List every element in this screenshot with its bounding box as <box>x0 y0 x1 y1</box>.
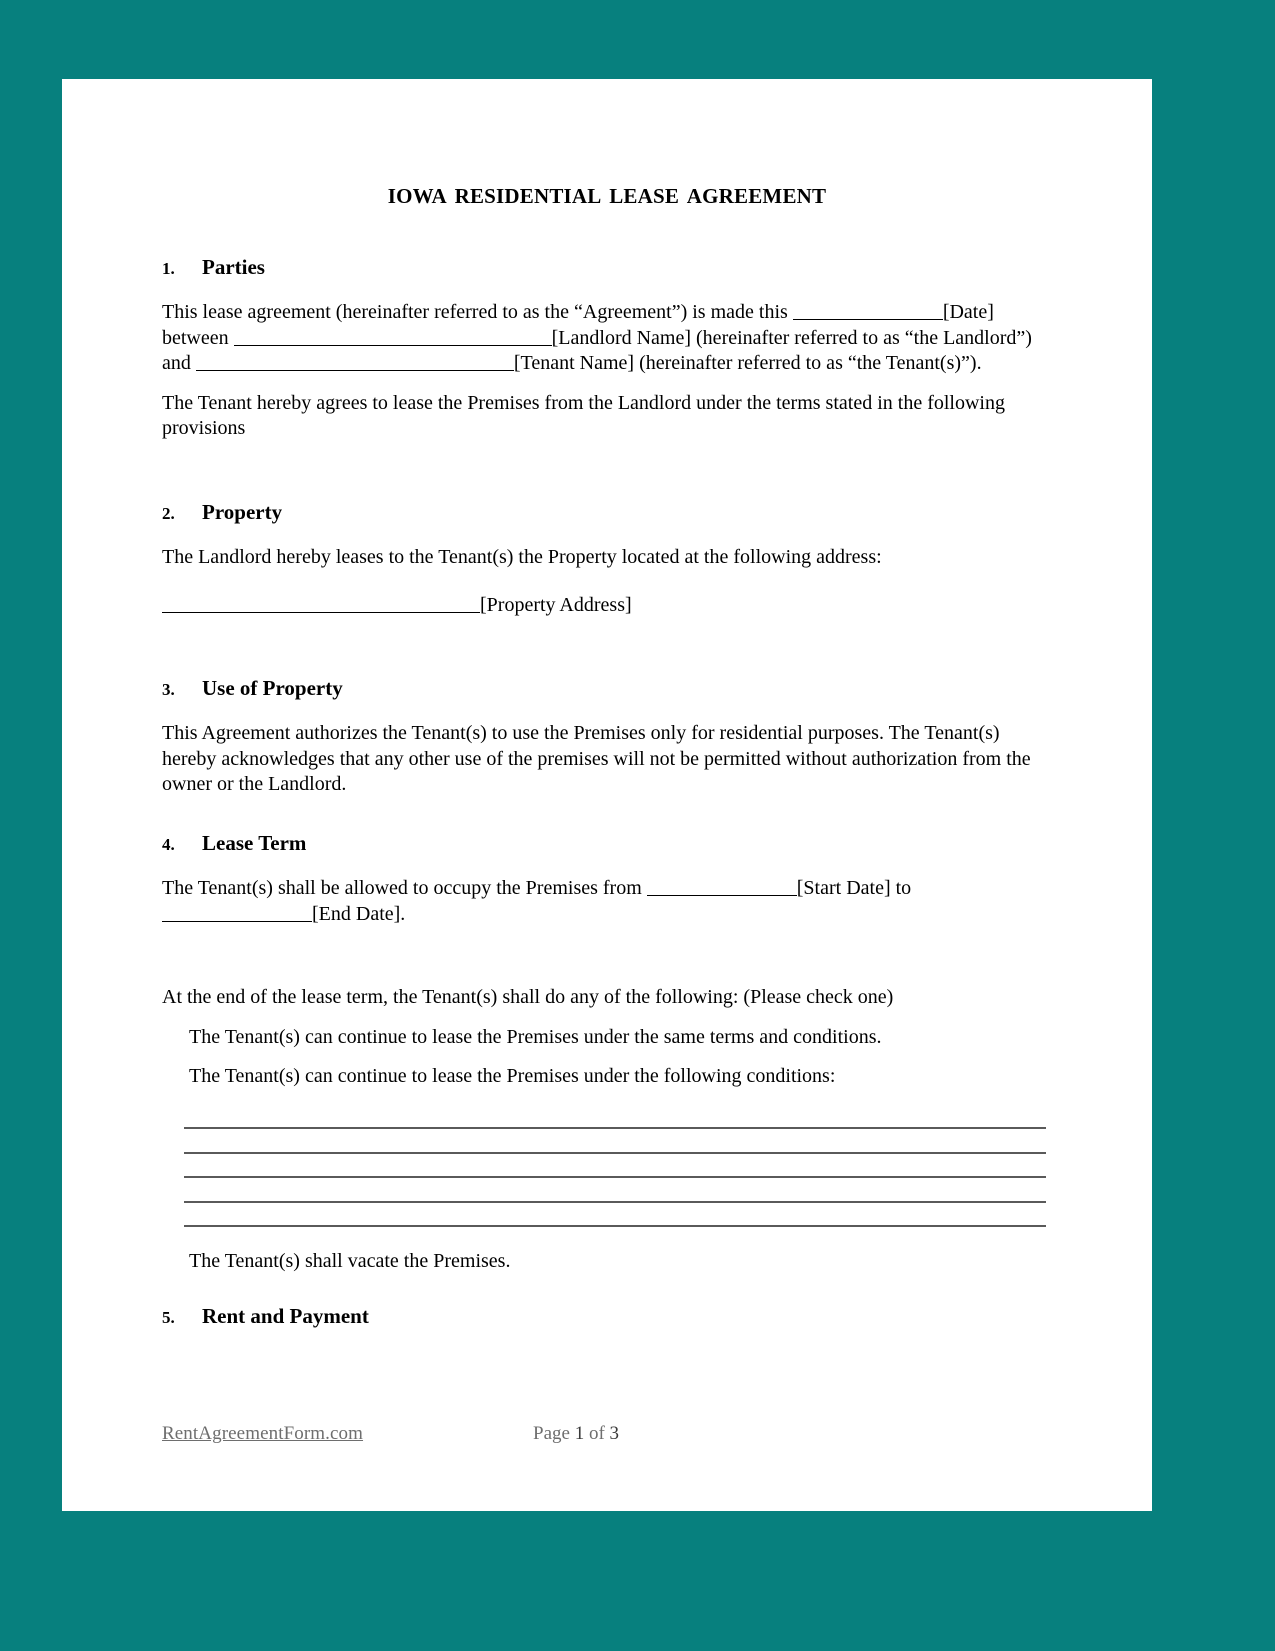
section-number: 4. <box>162 834 175 854</box>
section-title: Rent and Payment <box>202 1304 369 1328</box>
parties-text-2: [Date] between <box>162 301 994 349</box>
date-blank[interactable] <box>793 302 943 320</box>
section-heading-use-of-property <box>162 676 1052 701</box>
page-separator-label: of <box>584 1423 610 1444</box>
end-date-blank[interactable] <box>162 903 312 921</box>
write-in-line[interactable] <box>184 1203 1046 1228</box>
section-number: 3. <box>162 680 175 700</box>
option-label: The Tenant(s) shall vacate the Premises. <box>189 1250 511 1273</box>
section-title: Parties <box>202 255 265 279</box>
section-heading-rent-and-payment <box>162 1304 1052 1329</box>
lease-end-options-prompt: At the end of the lease term, the Tenant(s) shall do any of the following: (Please check one) <box>162 986 894 1009</box>
parties-text-1: This lease agreement (hereinafter referred to as the “Agreement”) is made this <box>162 301 793 323</box>
section-title: Property <box>202 499 283 524</box>
lease-term-text-2: [Start Date] to <box>796 876 912 899</box>
write-in-line[interactable] <box>184 1178 1046 1203</box>
lease-term-text-3: [End Date]. <box>312 902 406 925</box>
document-body <box>62 79 1152 1511</box>
property-address-blank[interactable] <box>162 594 480 612</box>
tenant-name-blank[interactable] <box>196 353 514 371</box>
page-title: iowa residential lease agreement <box>387 177 827 210</box>
lease-term-paragraph-1 <box>162 876 1052 927</box>
section-title: Lease Term <box>202 830 307 855</box>
page-footer <box>162 1423 1052 1445</box>
footer-site-link[interactable]: RentAgreementForm.com <box>162 1423 364 1444</box>
lease-end-option-continue-same-terms[interactable] <box>162 1025 1052 1051</box>
property-paragraph-1: The Landlord hereby leases to the Tenant(s) the Property located at the following address: <box>162 545 882 568</box>
page-indicator <box>533 1423 619 1445</box>
lease-end-option-continue-new-conditions[interactable] <box>162 1064 1052 1090</box>
write-in-line[interactable] <box>184 1129 1046 1154</box>
section-heading-lease-term <box>162 831 1052 856</box>
write-in-line[interactable] <box>184 1154 1046 1179</box>
conditions-write-in-lines <box>162 1105 1052 1228</box>
section-heading-property <box>162 500 1052 525</box>
parties-paragraph-2: The Tenant hereby agrees to lease the Premises from the Landlord under the terms stated in the following provisions <box>162 391 1005 440</box>
section-number: 5. <box>162 1308 175 1327</box>
property-address-row <box>162 593 1052 619</box>
property-address-label: [Property Address] <box>480 593 632 616</box>
section-heading-parties <box>162 255 1052 280</box>
lease-term-text-1: The Tenant(s) shall be allowed to occupy the Premises from <box>162 876 647 899</box>
current-page-number: 1 <box>574 1423 585 1444</box>
parties-text-4: [Tenant Name] (hereinafter referred to as “the Tenant(s)”). <box>513 352 982 375</box>
landlord-name-blank[interactable] <box>234 327 552 345</box>
option-label: The Tenant(s) can continue to lease the Premises under the following conditions: <box>189 1065 836 1088</box>
document-page <box>62 79 1152 1511</box>
total-page-number: 3 <box>609 1423 620 1444</box>
option-label: The Tenant(s) can continue to lease the Premises under the same terms and conditions. <box>189 1025 882 1048</box>
parties-text-3: [Landlord Name] (hereinafter referred to as “the Landlord”) and <box>162 326 1032 375</box>
section-title: Use of Property <box>202 676 343 701</box>
lease-end-option-vacate[interactable] <box>162 1249 1052 1275</box>
section-number: 1. <box>162 259 175 278</box>
use-of-property-paragraph-1: This Agreement authorizes the Tenant(s) to use the Premises only for residential purposes. The Tenant(s) hereby acknowledges that any other use of the premises will not be permitted without authorization from the owner or the Landlord. <box>162 722 1031 796</box>
section-number: 2. <box>162 503 175 523</box>
start-date-blank[interactable] <box>647 878 797 896</box>
page-prefix-label: Page <box>533 1423 575 1444</box>
parties-paragraph-1 <box>162 300 1052 377</box>
write-in-line[interactable] <box>184 1105 1046 1130</box>
